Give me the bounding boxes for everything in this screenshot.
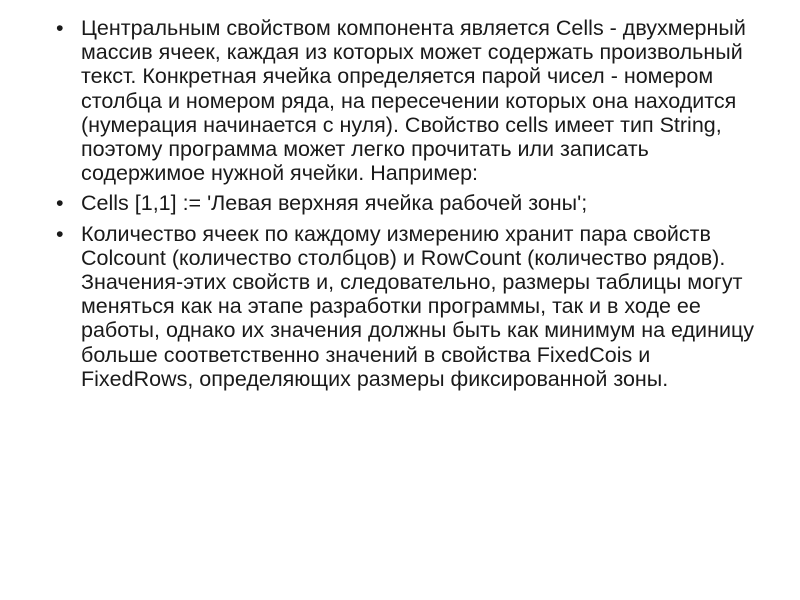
bullet-marker-icon: • [56,221,64,246]
bullet-list [56,16,756,397]
bullet-text: Количество ячеек по каждому измерению хранит пара свойств Colcount (количество столбцов) и RowCount (количество рядов). Значения-этих свойств и, следовательно, размеры таблицы могут меняться как на этапе разработки программы, так и в ходе ее работы, однако их значения должны быть как минимум на единицу больше соответственно значений в свойства FixedCois и FixedRows, определяющих размеры фиксированной зоны. [81,221,755,391]
bullet-text: Cells [1,1] := 'Левая верхняя ячейка рабочей зоны'; [81,191,588,216]
bullet-marker-icon: • [56,191,64,216]
bullet-text: Центральным свойством компонента является Cells - двухмерный массив ячеек, каждая из которых может содержать произвольный текст. Конкретная ячейка определяется парой чисел - номером столбца и номером ряда, на пересечении которых она находится (нумерация начинается с нуля). Свойство cells имеет тип String, поэтому программа может легко прочитать или записать содержимое нужной ячейки. Например: [81,16,746,186]
bullet-item-cell-count [56,222,756,391]
bullet-item-cells-property [56,16,756,185]
bullet-marker-icon: • [56,16,64,40]
bullet-item-code-example [56,191,756,215]
